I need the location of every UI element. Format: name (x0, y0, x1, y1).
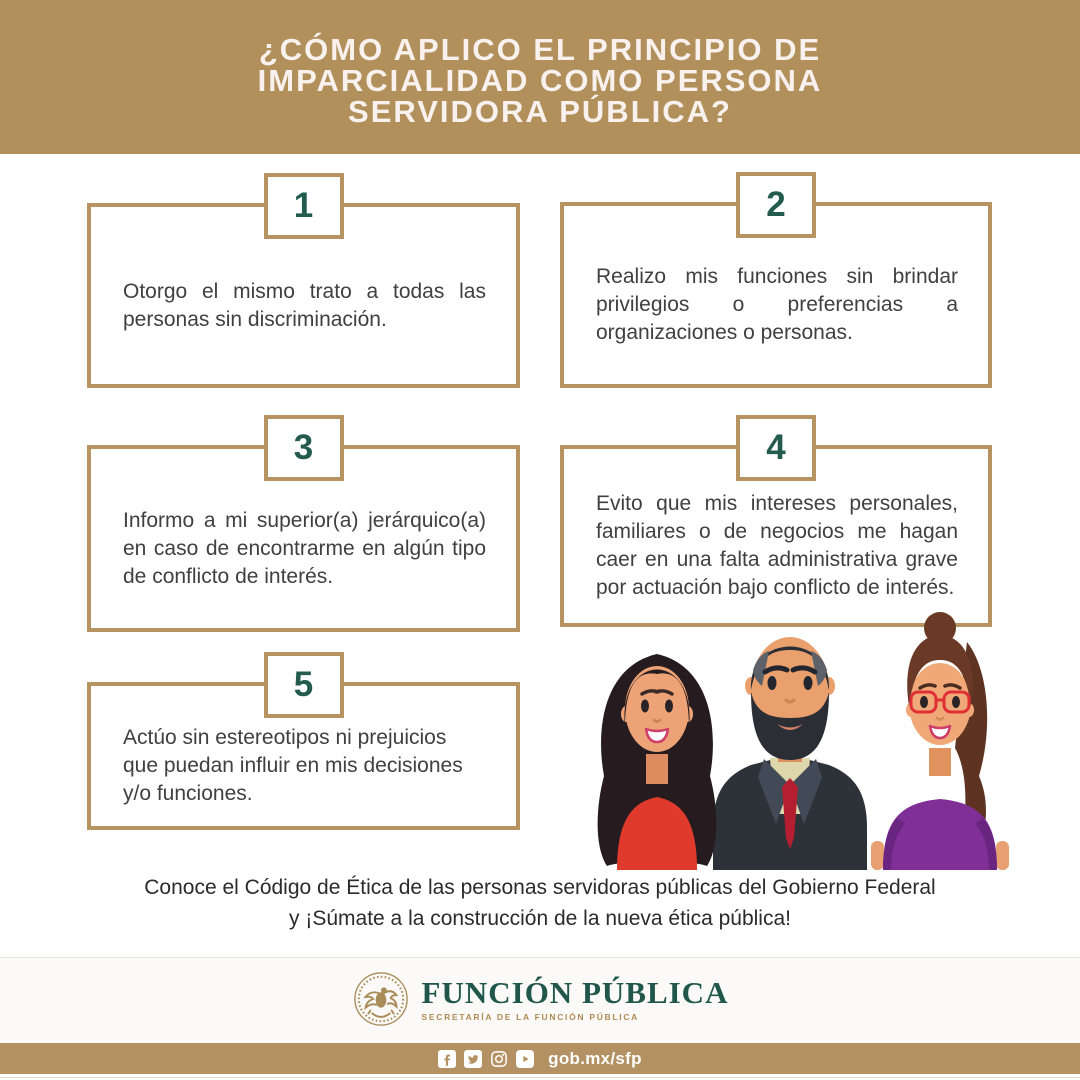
woman-right-figure (871, 612, 1009, 870)
card-text: Actúo sin estereotipos ni prejuicios que puedan influir en mis decisiones y/o funciones. (123, 726, 463, 805)
twitter-icon[interactable] (464, 1050, 482, 1068)
card-number-badge: 4 (736, 415, 816, 481)
card-number-badge: 5 (264, 652, 344, 718)
cta-text (0, 872, 1080, 934)
principle-card-1 (87, 186, 520, 388)
logo-title: FUNCIÓN PÚBLICA (421, 974, 729, 1010)
cta-line-1: Conoce el Código de Ética de las personas servidoras públicas del Gobierno Federal (144, 876, 936, 899)
principle-card-2 (560, 185, 992, 388)
social-bar (0, 1043, 1080, 1074)
card-text: Otorgo el mismo trato a todas las personas sin discriminación. (123, 279, 486, 331)
youtube-icon[interactable] (516, 1050, 534, 1068)
gobmx-url[interactable]: gob.mx/sfp (548, 1048, 642, 1068)
card-number-badge: 3 (264, 415, 344, 481)
cta-line-2: y ¡Súmate a la construcción de la nueva ética pública! (289, 907, 791, 930)
three-public-servants-illustration (565, 608, 1015, 870)
principle-card-5 (87, 665, 520, 830)
bottom-edge-line (0, 1077, 1080, 1078)
principle-card-3 (87, 428, 520, 632)
principle-card-4 (560, 428, 992, 627)
logo-subtitle: SECRETARÍA DE LA FUNCIÓN PÚBLICA (421, 1011, 640, 1022)
card-text: Realizo mis funciones sin brindar privilegios o preferencias a organizaciones o personas. (596, 265, 958, 344)
card-text: Informo a mi superior(a) jerárquico(a) en caso de encontrarme en algún tipo de conflicto de interés. (123, 508, 486, 588)
page-title-line-2: IMPARCIALIDAD COMO PERSONA (257, 62, 823, 98)
mexico-eagle-seal-icon (352, 970, 410, 1028)
funcion-publica-logo (0, 970, 1080, 1028)
page-title-line-3: SERVIDORA PÚBLICA? (348, 93, 732, 129)
page-title-line-1: ¿CÓMO APLICO EL PRINCIPIO DE (258, 31, 822, 67)
card-text: Evito que mis intereses personales, familiares o de negocios me hagan caer en una falta administrativa grave por actuación bajo conflicto de interés. (596, 492, 958, 599)
instagram-icon[interactable] (490, 1050, 508, 1068)
card-number-badge: 1 (264, 173, 344, 239)
man-figure (713, 637, 867, 870)
header-banner (0, 0, 1080, 154)
facebook-icon[interactable] (438, 1050, 456, 1068)
logo-text-block (421, 974, 729, 1022)
card-number-badge: 2 (736, 172, 816, 238)
woman-left-figure (598, 654, 717, 870)
